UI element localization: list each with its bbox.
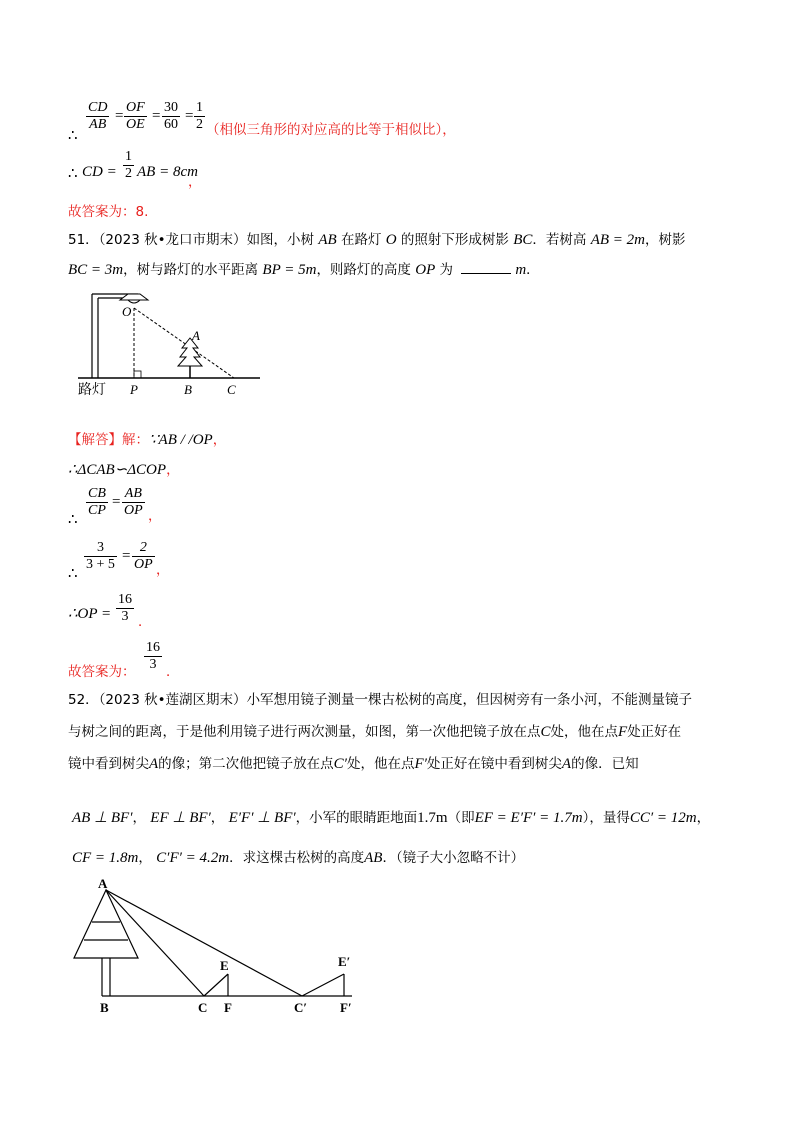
op-equals: ∴OP =: [68, 606, 112, 622]
fraction-of-oe: $\frac{OF}{OE}$: [126, 100, 145, 132]
fraction-30-60: $\frac{30}{60}$: [164, 100, 178, 132]
question-text: （即: [447, 810, 475, 826]
therefore-symbol: ∴: [68, 512, 78, 528]
fraction-cb-cp: $\frac{CB}{CP}$: [88, 486, 106, 518]
question-text: ，树影: [644, 232, 686, 248]
label-c-prime: C′: [294, 1000, 308, 1014]
question-text: ，则路灯的高度: [316, 262, 411, 278]
label-c: C: [227, 382, 236, 397]
math-c-prime: C′: [333, 756, 347, 772]
separator: ，: [132, 810, 146, 826]
red-comma: ，: [156, 562, 170, 578]
therefore-symbol: ∴: [68, 566, 78, 582]
equation-lhs: CD =: [82, 164, 117, 180]
question-text: ．求这棵古松树的高度: [229, 850, 365, 866]
question-52-line-3: [68, 754, 639, 774]
therefore-symbol: ∴: [68, 166, 78, 182]
red-period: ．: [138, 614, 152, 630]
ray-a-cprime: [106, 890, 302, 996]
question-text: 小军想用镜子测量一棵古松树的高度，但因树旁有一条小河，不能测量镜子: [246, 692, 693, 708]
fraction-2-op: $\frac{2}{OP}$: [134, 540, 153, 572]
figure-51-lamp-diagram: [74, 286, 264, 398]
math-o: O: [385, 232, 397, 248]
question-text: 镜中看到树尖: [68, 756, 149, 772]
fraction-1-2: $\frac{1}{2}$: [196, 100, 203, 132]
separator: ，: [210, 810, 225, 826]
solution-51-line-2: [68, 458, 180, 479]
question-text: 的像．已知: [571, 756, 639, 772]
math-cf-prime: C′F′ = 4.2m: [156, 850, 230, 866]
pine-tree-icon: [74, 890, 138, 996]
label-c: C: [198, 1000, 208, 1014]
lamp-head: [120, 294, 148, 300]
question-text: ，树与路灯的水平距离: [123, 262, 259, 278]
question-number: 51．: [68, 232, 99, 248]
fraction-16-3: $\frac{16}{3}$: [118, 592, 132, 624]
question-text: 处正好在镜中看到树尖: [426, 756, 562, 772]
unit-m: m: [515, 262, 527, 278]
question-text: ．（镜子大小忽略不计）: [382, 850, 525, 866]
label-f-prime: F′: [340, 1000, 352, 1014]
math-ab-2m: AB = 2m: [590, 232, 645, 248]
math-op: OP: [415, 262, 436, 278]
solution-51-line-3: [68, 486, 268, 526]
solution-label: 解：: [122, 432, 149, 448]
question-text: 在路灯: [340, 232, 382, 248]
similar-triangles: ∴ΔCAB∽ΔCOP: [68, 462, 167, 478]
right-angle-mark: [134, 371, 141, 378]
red-comma: ，: [212, 432, 227, 448]
question-text: 为: [439, 262, 454, 278]
tree-icon: [178, 338, 202, 378]
solution-51-line-4: [68, 540, 268, 580]
red-note: （相似三角形的对应高的比等于相似比），: [206, 122, 456, 138]
question-text: ．若树高: [532, 232, 587, 248]
light-ray-dashed: [134, 308, 234, 378]
equals-sign: =: [152, 108, 161, 124]
ray-cprime-eprime: [302, 974, 344, 996]
math-bc: BC: [513, 232, 533, 248]
equals-sign: =: [115, 108, 124, 124]
equals-sign: =: [112, 494, 121, 510]
fraction-cd-ab: $\frac{CD}{AB}$: [88, 100, 108, 132]
figure-52-mirror-diagram: [68, 874, 368, 1014]
question-52-line-4: [72, 808, 710, 828]
red-comma: ，: [148, 508, 162, 524]
math-eye-height: 1.7m: [417, 810, 448, 826]
question-text: ），量得: [582, 810, 630, 826]
math-a: A: [561, 756, 572, 772]
question-52-line-1: [68, 690, 692, 710]
red-comma: ，: [166, 462, 180, 478]
math-f-prime: F′: [414, 756, 427, 772]
math-cf: CF = 1.8m: [72, 850, 139, 866]
label-b: B: [184, 382, 192, 397]
math-bp-5m: BP = 5m: [262, 262, 317, 278]
math-ab: AB: [318, 232, 337, 248]
label-o: O: [122, 304, 132, 319]
math-perp-3: E′F′ ⊥ BF′: [228, 810, 296, 826]
question-51-line-2: [68, 260, 540, 280]
separator: ，: [138, 850, 152, 866]
question-text: 处正好在: [627, 724, 682, 740]
question-text: 与树之间的距离，于是他利用镜子进行两次测量，如图，第一次他把镜子放在点: [68, 724, 541, 740]
label-b: B: [100, 1000, 109, 1014]
label-e-prime: E′: [338, 954, 351, 969]
math-f: F: [618, 724, 628, 740]
therefore-symbol: ∴: [68, 128, 78, 144]
math-bc-3m: BC = 3m: [68, 262, 124, 278]
label-a: A: [192, 328, 200, 343]
question-number: 52．: [68, 692, 99, 708]
separator: ，: [696, 810, 711, 826]
answer-label: 故答案为：: [68, 664, 136, 680]
question-51-line-1: [68, 230, 685, 250]
question-52-line-2: [68, 722, 681, 742]
answer-50: 故答案为：8.: [68, 204, 149, 220]
solution-51-line-1: [68, 428, 226, 449]
label-e: E: [220, 958, 229, 973]
math-perp-1: AB ⊥ BF′: [72, 810, 133, 826]
fraction-1-2: $\frac{1}{2}$: [125, 149, 132, 181]
math-ab: AB: [364, 850, 383, 866]
math-c: C: [540, 724, 551, 740]
equals-sign: =: [122, 548, 131, 564]
question-text: 如图，小树: [246, 232, 315, 248]
label-f: F: [224, 1000, 232, 1014]
answer-blank: [461, 273, 511, 274]
ray-c-e: [204, 974, 228, 996]
math-perp-2: EF ⊥ BF′: [150, 810, 211, 826]
question-source: （2023 秋•莲湖区期末）: [98, 692, 247, 708]
fraction-16-3: $\frac{16}{3}$: [146, 640, 160, 672]
math-cc-12m: CC′ = 12m: [629, 810, 697, 826]
label-lamp: 路灯: [78, 382, 106, 398]
question-text: 处，他在点: [550, 724, 619, 740]
label-p: P: [130, 382, 138, 397]
question-text: 的照射下形成树影: [400, 232, 509, 248]
solution-tag: 【解答】: [68, 432, 122, 448]
question-52-line-5: [72, 848, 524, 868]
red-comma: ，: [188, 174, 202, 190]
solution-51-line-5: [68, 592, 268, 632]
label-a: A: [98, 876, 108, 891]
math-ef-equation: EF = E′F′ = 1.7m: [474, 810, 583, 826]
period: ．: [526, 262, 540, 278]
question-text: 的像；第二次他把镜子放在点: [158, 756, 334, 772]
question-text: 处，他在点: [346, 756, 415, 772]
answer-51: [68, 640, 268, 680]
fraction-3-over-3plus5: $\frac{3}{3 + 5}$: [86, 540, 115, 572]
question-text: ，小军的眼睛距地面: [295, 810, 418, 826]
equation-rhs: AB = 8cm: [137, 164, 198, 180]
fraction-ab-op: $\frac{AB}{OP}$: [124, 486, 143, 518]
because-statement: ∵AB / /OP: [149, 432, 213, 448]
math-a: A: [149, 756, 159, 772]
red-period: ．: [166, 664, 180, 680]
equals-sign: =: [185, 108, 194, 124]
question-source: （2023 秋•龙口市期末）: [98, 232, 247, 248]
